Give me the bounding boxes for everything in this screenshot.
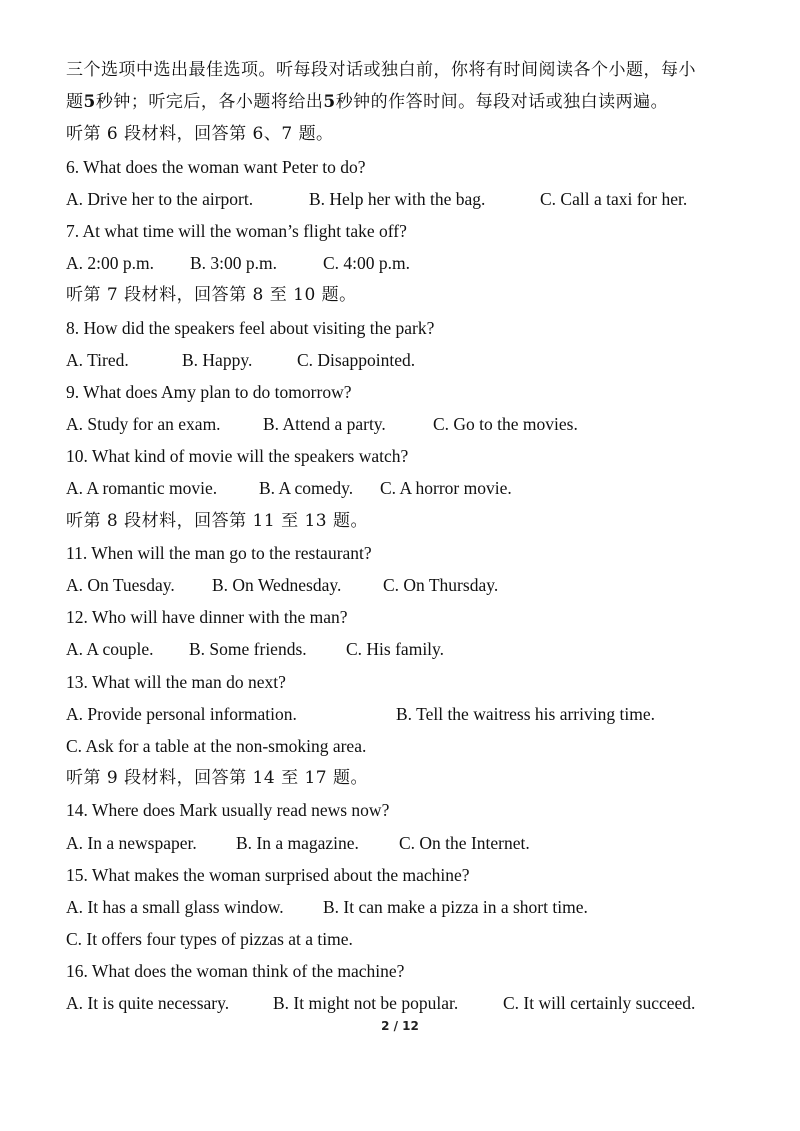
question-11-options (66, 569, 766, 601)
question-16-stem: 16. What does the woman think of the machine? (66, 961, 405, 982)
question-9-options (66, 408, 766, 440)
option-b: B. Happy. (182, 349, 253, 370)
option-b: B. 3:00 p.m. (190, 253, 278, 274)
option-b: B. Help her with the bag. (309, 188, 486, 209)
option-a: A. Study for an exam. (66, 414, 221, 435)
instructions-text: 秒钟；听完后，各小题将给出 (95, 92, 324, 113)
option-b: B. Attend a party. (263, 414, 386, 435)
question-13-option-c-line (66, 730, 766, 762)
option-a: A. It is quite necessary. (66, 993, 230, 1014)
question-12-stem: 12. Who will have dinner with the man? (66, 607, 348, 628)
option-c: C. Go to the movies. (433, 414, 578, 435)
option-c: C. 4:00 p.m. (323, 253, 411, 274)
option-c: C. Call a taxi for her. (540, 188, 688, 209)
option-c: C. On the Internet. (399, 832, 530, 853)
question-10-stem: 10. What kind of movie will the speakers watch? (66, 446, 409, 467)
option-b: B. On Wednesday. (212, 575, 342, 595)
option-c: C. Ask for a table at the non-smoking area. (66, 735, 367, 756)
option-c: C. On Thursday. (383, 575, 499, 595)
question-15-stem: 15. What makes the woman surprised about the machine? (66, 864, 470, 885)
option-b: B. Some friends. (189, 639, 307, 660)
option-a: A. A couple. (66, 639, 154, 660)
option-a: A. On Tuesday. (66, 575, 175, 595)
question-11-stem: 11. When will the man go to the restaurant? (66, 542, 372, 563)
question-8-stem: 8. How did the speakers feel about visiting the park? (66, 317, 435, 338)
question-13-stem: 13. What will the man do next? (66, 671, 286, 692)
option-c: C. A horror movie. (380, 478, 512, 499)
question-7-stem: 7. At what time will the woman’s flight take off? (66, 220, 407, 241)
option-c: C. It will certainly succeed. (503, 993, 696, 1014)
question-15-option-c-line (66, 923, 766, 955)
instructions-text: 秒钟的作答时间。每段对话或独白读两遍。 (335, 92, 669, 113)
option-a: A. A romantic movie. (66, 478, 218, 499)
question-14-stem: 14. Where does Mark usually read news now? (66, 800, 390, 821)
question-6-options (66, 183, 766, 215)
option-a: A. Tired. (66, 349, 129, 370)
section-heading-6: 听第 6 段材料，回答第 6、7 题。 (66, 124, 334, 145)
instructions-text: 三个选项中选出最佳选项。听每段对话或独白前，你将有时间阅读各个小题，每小 (66, 60, 696, 80)
option-a: A. Provide personal information. (66, 703, 297, 724)
option-b: B. Tell the waitress his arriving time. (396, 703, 655, 724)
option-c: C. His family. (346, 639, 445, 660)
exam-page (66, 54, 766, 1020)
seconds-number: 5 (323, 92, 336, 113)
option-b: B. It might not be popular. (273, 993, 459, 1014)
option-b: B. A comedy. (259, 478, 354, 499)
question-13-options (66, 698, 766, 730)
option-c: C. Disappointed. (297, 349, 416, 370)
instructions-line-1 (66, 54, 766, 86)
question-16-options (66, 987, 766, 1019)
question-8-options (66, 344, 766, 376)
question-12-options (66, 633, 766, 665)
question-9-stem: 9. What does Amy plan to do tomorrow? (66, 381, 352, 402)
instructions-text: 题 (66, 92, 84, 113)
option-a: A. It has a small glass window. (66, 896, 284, 917)
question-7-options (66, 247, 766, 279)
instructions-line-2 (66, 86, 766, 118)
option-b: B. It can make a pizza in a short time. (323, 896, 588, 917)
section-heading-7: 听第 7 段材料，回答第 8 至 10 题。 (66, 285, 357, 306)
section-heading-9: 听第 9 段材料，回答第 14 至 17 题。 (66, 768, 369, 789)
option-a: A. 2:00 p.m. (66, 253, 154, 274)
option-a: A. Drive her to the airport. (66, 188, 254, 209)
seconds-number: 5 (83, 92, 96, 113)
option-b: B. In a magazine. (236, 832, 359, 853)
question-14-options (66, 827, 766, 859)
option-a: A. In a newspaper. (66, 832, 197, 853)
question-6-stem: 6. What does the woman want Peter to do? (66, 156, 366, 177)
section-heading-8: 听第 8 段材料，回答第 11 至 13 题。 (66, 510, 369, 531)
question-10-options (66, 472, 766, 504)
question-15-options (66, 891, 766, 923)
page-number: 2 / 12 (381, 1019, 419, 1033)
option-c: C. It offers four types of pizzas at a time. (66, 929, 353, 950)
